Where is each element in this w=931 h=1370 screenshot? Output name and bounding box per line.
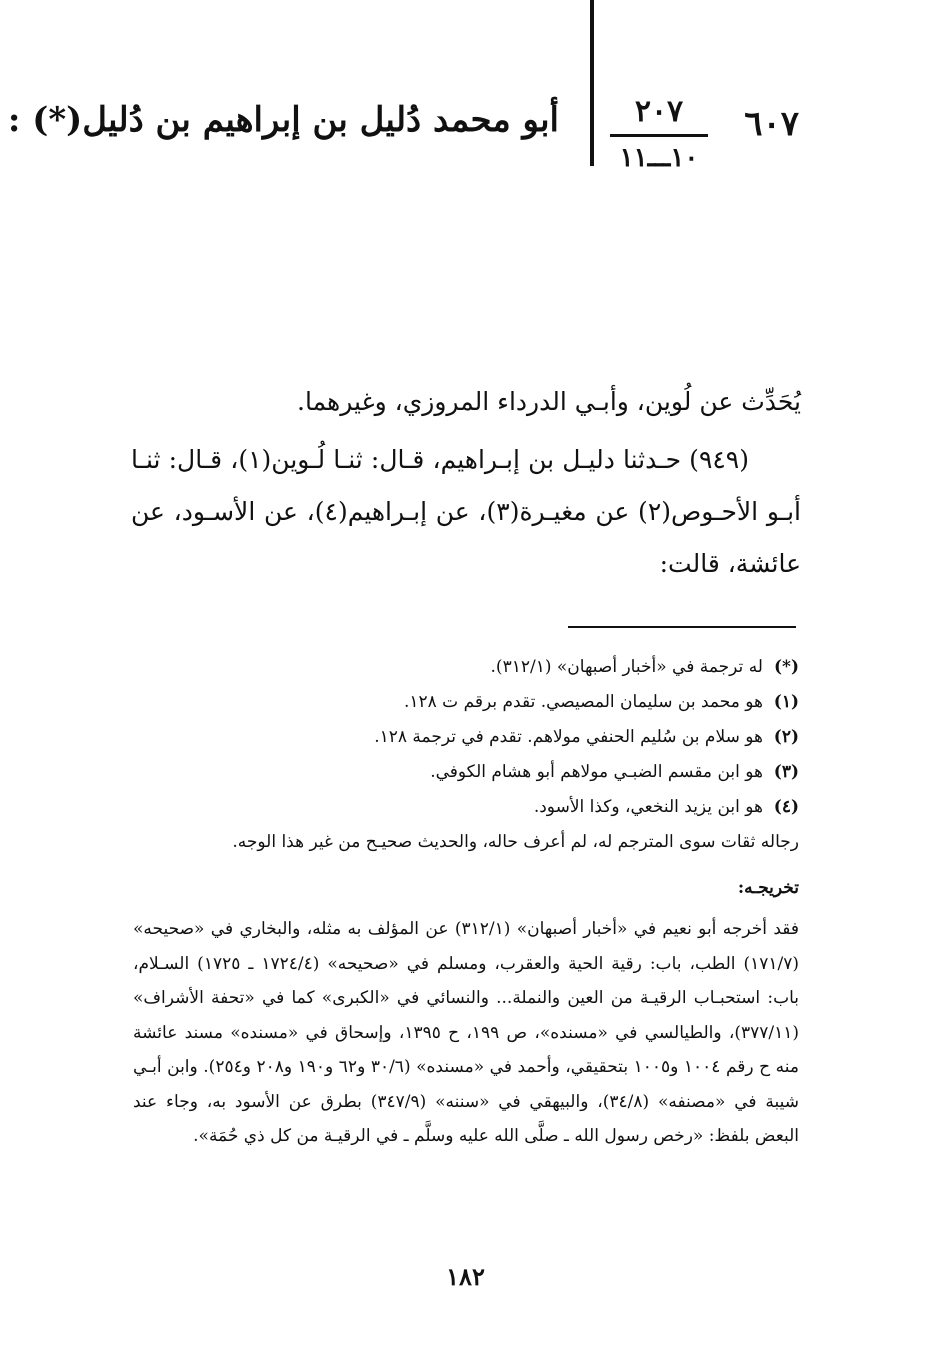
footnote-mark: (٣) bbox=[773, 762, 799, 782]
footnote-mark: (٢) bbox=[773, 727, 799, 747]
footnote bbox=[133, 755, 799, 790]
header-divider bbox=[590, 0, 594, 166]
takhrij-heading: تخريجـه: bbox=[737, 878, 799, 898]
footnote-text: هو سلام بن سُليم الحنفي مولاهم. تقدم في ترجمة ١٢٨. bbox=[374, 727, 763, 747]
narrator-name-title: أبو محمد دُليل بن إبراهيم بن دُليل(*) : bbox=[7, 100, 559, 140]
takhrij-text: فقد أخرجه أبو نعيم في «أخبار أصبهان» (٣١٢/١) عن المؤلف به مثله، والبخاري في «صحيحه» (١٧١/٧) الطب، باب: رقية الحية والعقرب، ومسلم في «صحيحه» (١٧٢٤/٤ ـ ١٧٢٥) السـلام، باب: استحبـاب الرقيـة من العين والنملة... والنسائي في «الكبرى» كما في «تحفة الأشراف» (٣٧٧/١١)، والطيالسي في «مسنده»، ص ١٩٩، ح ١٣٩٥، وإسحاق في «مسنده» مسند عائشة منه ح رقم ١٠٠٤ و١٠٠٥ بتحقيقي، وأحمد في «مسنده» (٣٠/٦ و٦٢ و١٩٠ و٢٠٨ و٢٥٤). وابن أبـي شيبة في «مصنفه» (٣٤/٨)، والبيهقي في «سننه» (٣٤٧/٩) بطرق عن الأسود به، وجاء عند البعض بلفظ: «رخص رسول الله ـ صلَّى الله عليه وسلَّم ـ في الرقيـة من كل ذي حُمَة». bbox=[133, 919, 800, 1146]
hadith-range-top: ٢٠٧ bbox=[634, 94, 684, 129]
footnotes bbox=[133, 650, 799, 860]
grading-note: رجاله ثقات سوى المترجم له، لم أعرف حاله، والحديث صحيـح من غير هذا الوجه. bbox=[232, 832, 799, 852]
page-number: ١٨٢ bbox=[446, 1262, 485, 1291]
footnote-text: هو محمد بن سليمان المصيصي. تقدم برقم ت ١٢٨. bbox=[403, 692, 763, 712]
hadith-text: (٩٤٩) حـدثنا دليـل بن إبـراهيم، قـال: ثنـا لُـوين(١)، قـال: ثنـا أبـو الأحـوص(٢) عن مغيـرة(٣)، عن إبـراهيم(٤)، عن الأسـود، عن عائشة، قالت: bbox=[131, 445, 801, 578]
hadith-paragraph bbox=[131, 434, 801, 590]
footnote bbox=[133, 790, 799, 825]
footnote-mark: (١) bbox=[773, 692, 799, 712]
hadith-range bbox=[604, 92, 714, 177]
footnote-text: له ترجمة في «أخبار أصبهان» (٣١٢/١). bbox=[490, 657, 763, 677]
intro-line: يُحَدِّث عن لُوين، وأبـي الدرداء المروزي، وغيرهما. bbox=[297, 387, 801, 416]
footnote-text: هو ابن يزيد النخعي، وكذا الأسود. bbox=[533, 797, 763, 817]
footnote-mark: (*) bbox=[774, 657, 799, 677]
footnote-mark: (٤) bbox=[773, 797, 799, 817]
fraction-bar bbox=[610, 134, 708, 137]
footnote-text: هو ابن مقسم الضبـي مولاهم أبو هشام الكوفي. bbox=[430, 762, 763, 782]
entry-number: ٦٠٧ bbox=[744, 104, 799, 144]
footnote bbox=[133, 720, 799, 755]
footnote bbox=[133, 685, 799, 720]
footnote bbox=[133, 650, 799, 685]
footnote-separator bbox=[568, 626, 796, 628]
hadith-range-bottom: ١٠ـــ١١ bbox=[619, 143, 699, 173]
